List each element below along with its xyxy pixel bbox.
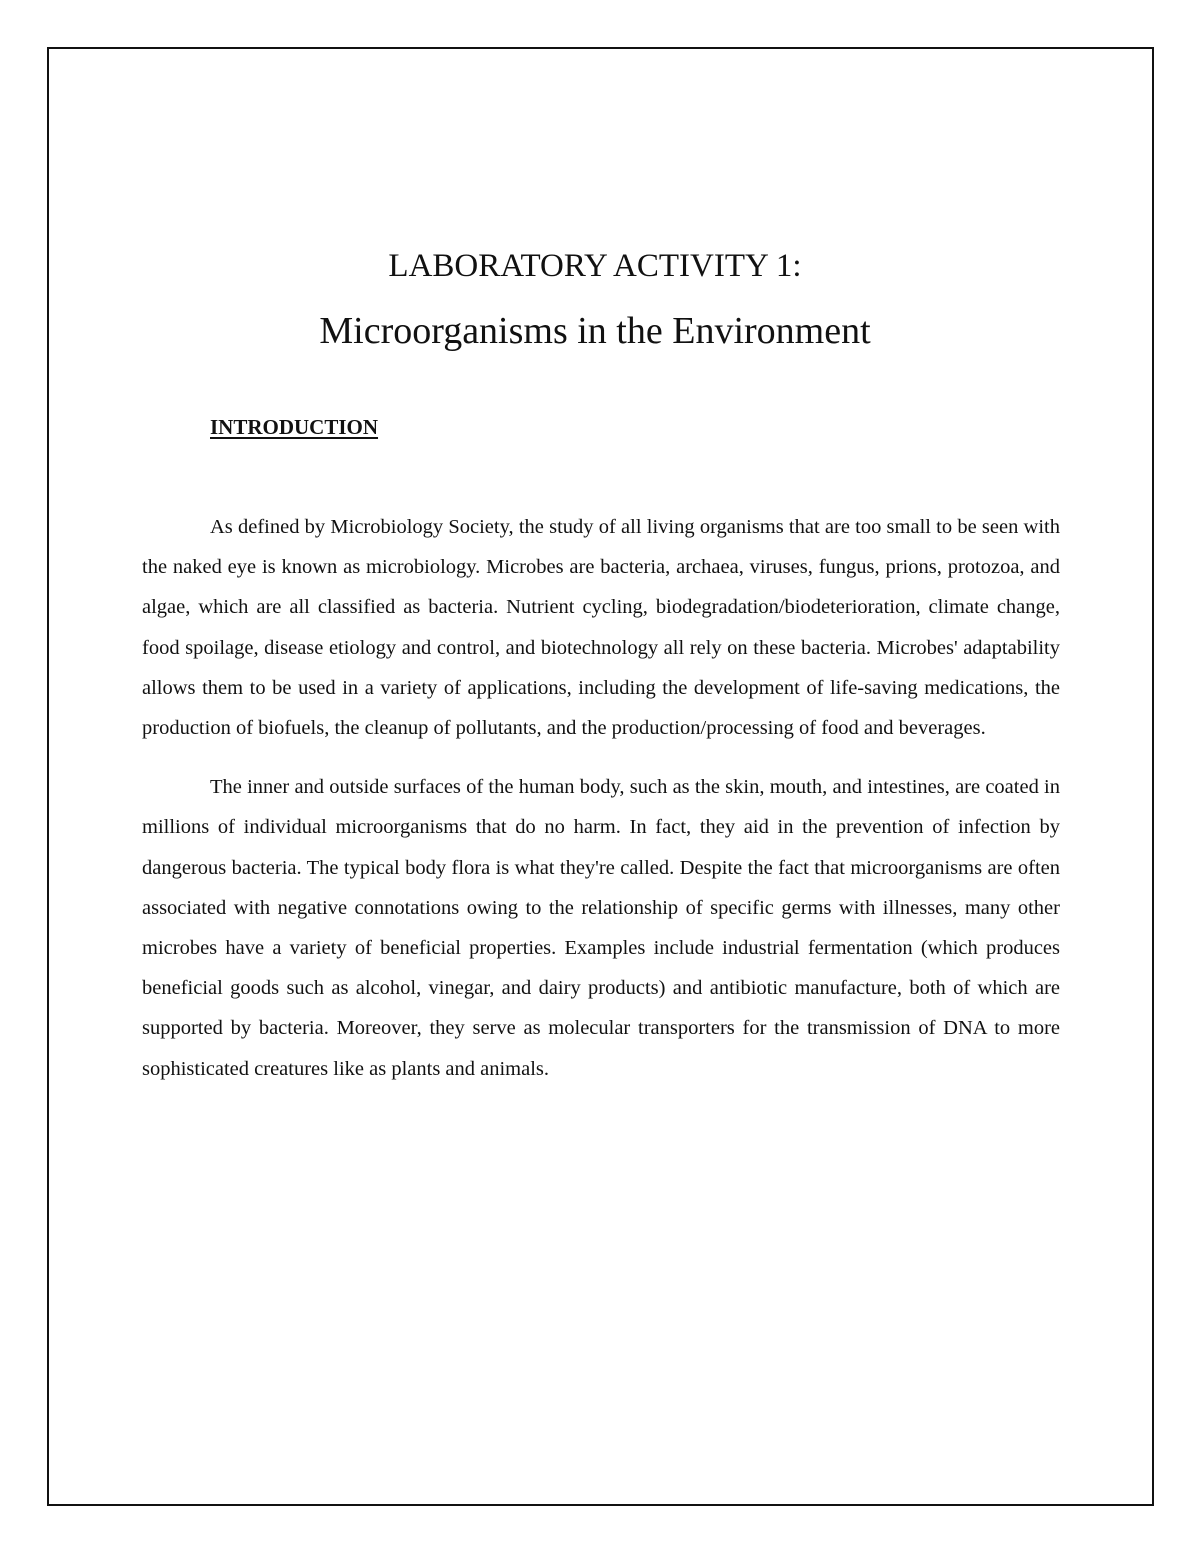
document-title-line2: Microorganisms in the Environment: [319, 310, 871, 352]
introduction-paragraph-2: The inner and outside surfaces of the human body, such as the skin, mouth, and intestines, are coated in millions of individual microorganisms that do no harm. In fact, they aid in the prevention of infection by dangerous bacteria. The typical body flora is what they're called. Despite the fact that microorganisms are often associated with negative connotations owing to the relationship of specific germs with illnesses, many other microbes have a variety of beneficial properties. Examples include industrial fermentation (which produces beneficial goods such as alcohol, vinegar, and dairy products) and antibiotic manufacture, both of which are supported by bacteria. Moreover, they serve as molecular transporters for the transmission of DNA to more sophisticated creatures like as plants and animals.: [142, 776, 1060, 1080]
section-heading-introduction: INTRODUCTION: [210, 415, 379, 439]
document-title-line1: LABORATORY ACTIVITY 1:: [388, 248, 802, 284]
introduction-body: [142, 507, 1060, 1108]
introduction-paragraph-1: As defined by Microbiology Society, the study of all living organisms that are too small to be seen with the naked eye is known as microbiology. Microbes are bacteria, archaea, viruses, fungus, prions, protozoa, and algae, which are all classified as bacteria. Nutrient cycling, biodegradation/biodeterioration, climate change, food spoilage, disease etiology and control, and biotechnology all rely on these bacteria. Microbes' adaptability allows them to be used in a variety of applications, including the development of life-saving medications, the production of biofuels, the cleanup of pollutants, and the production/processing of food and beverages.: [142, 516, 1060, 740]
